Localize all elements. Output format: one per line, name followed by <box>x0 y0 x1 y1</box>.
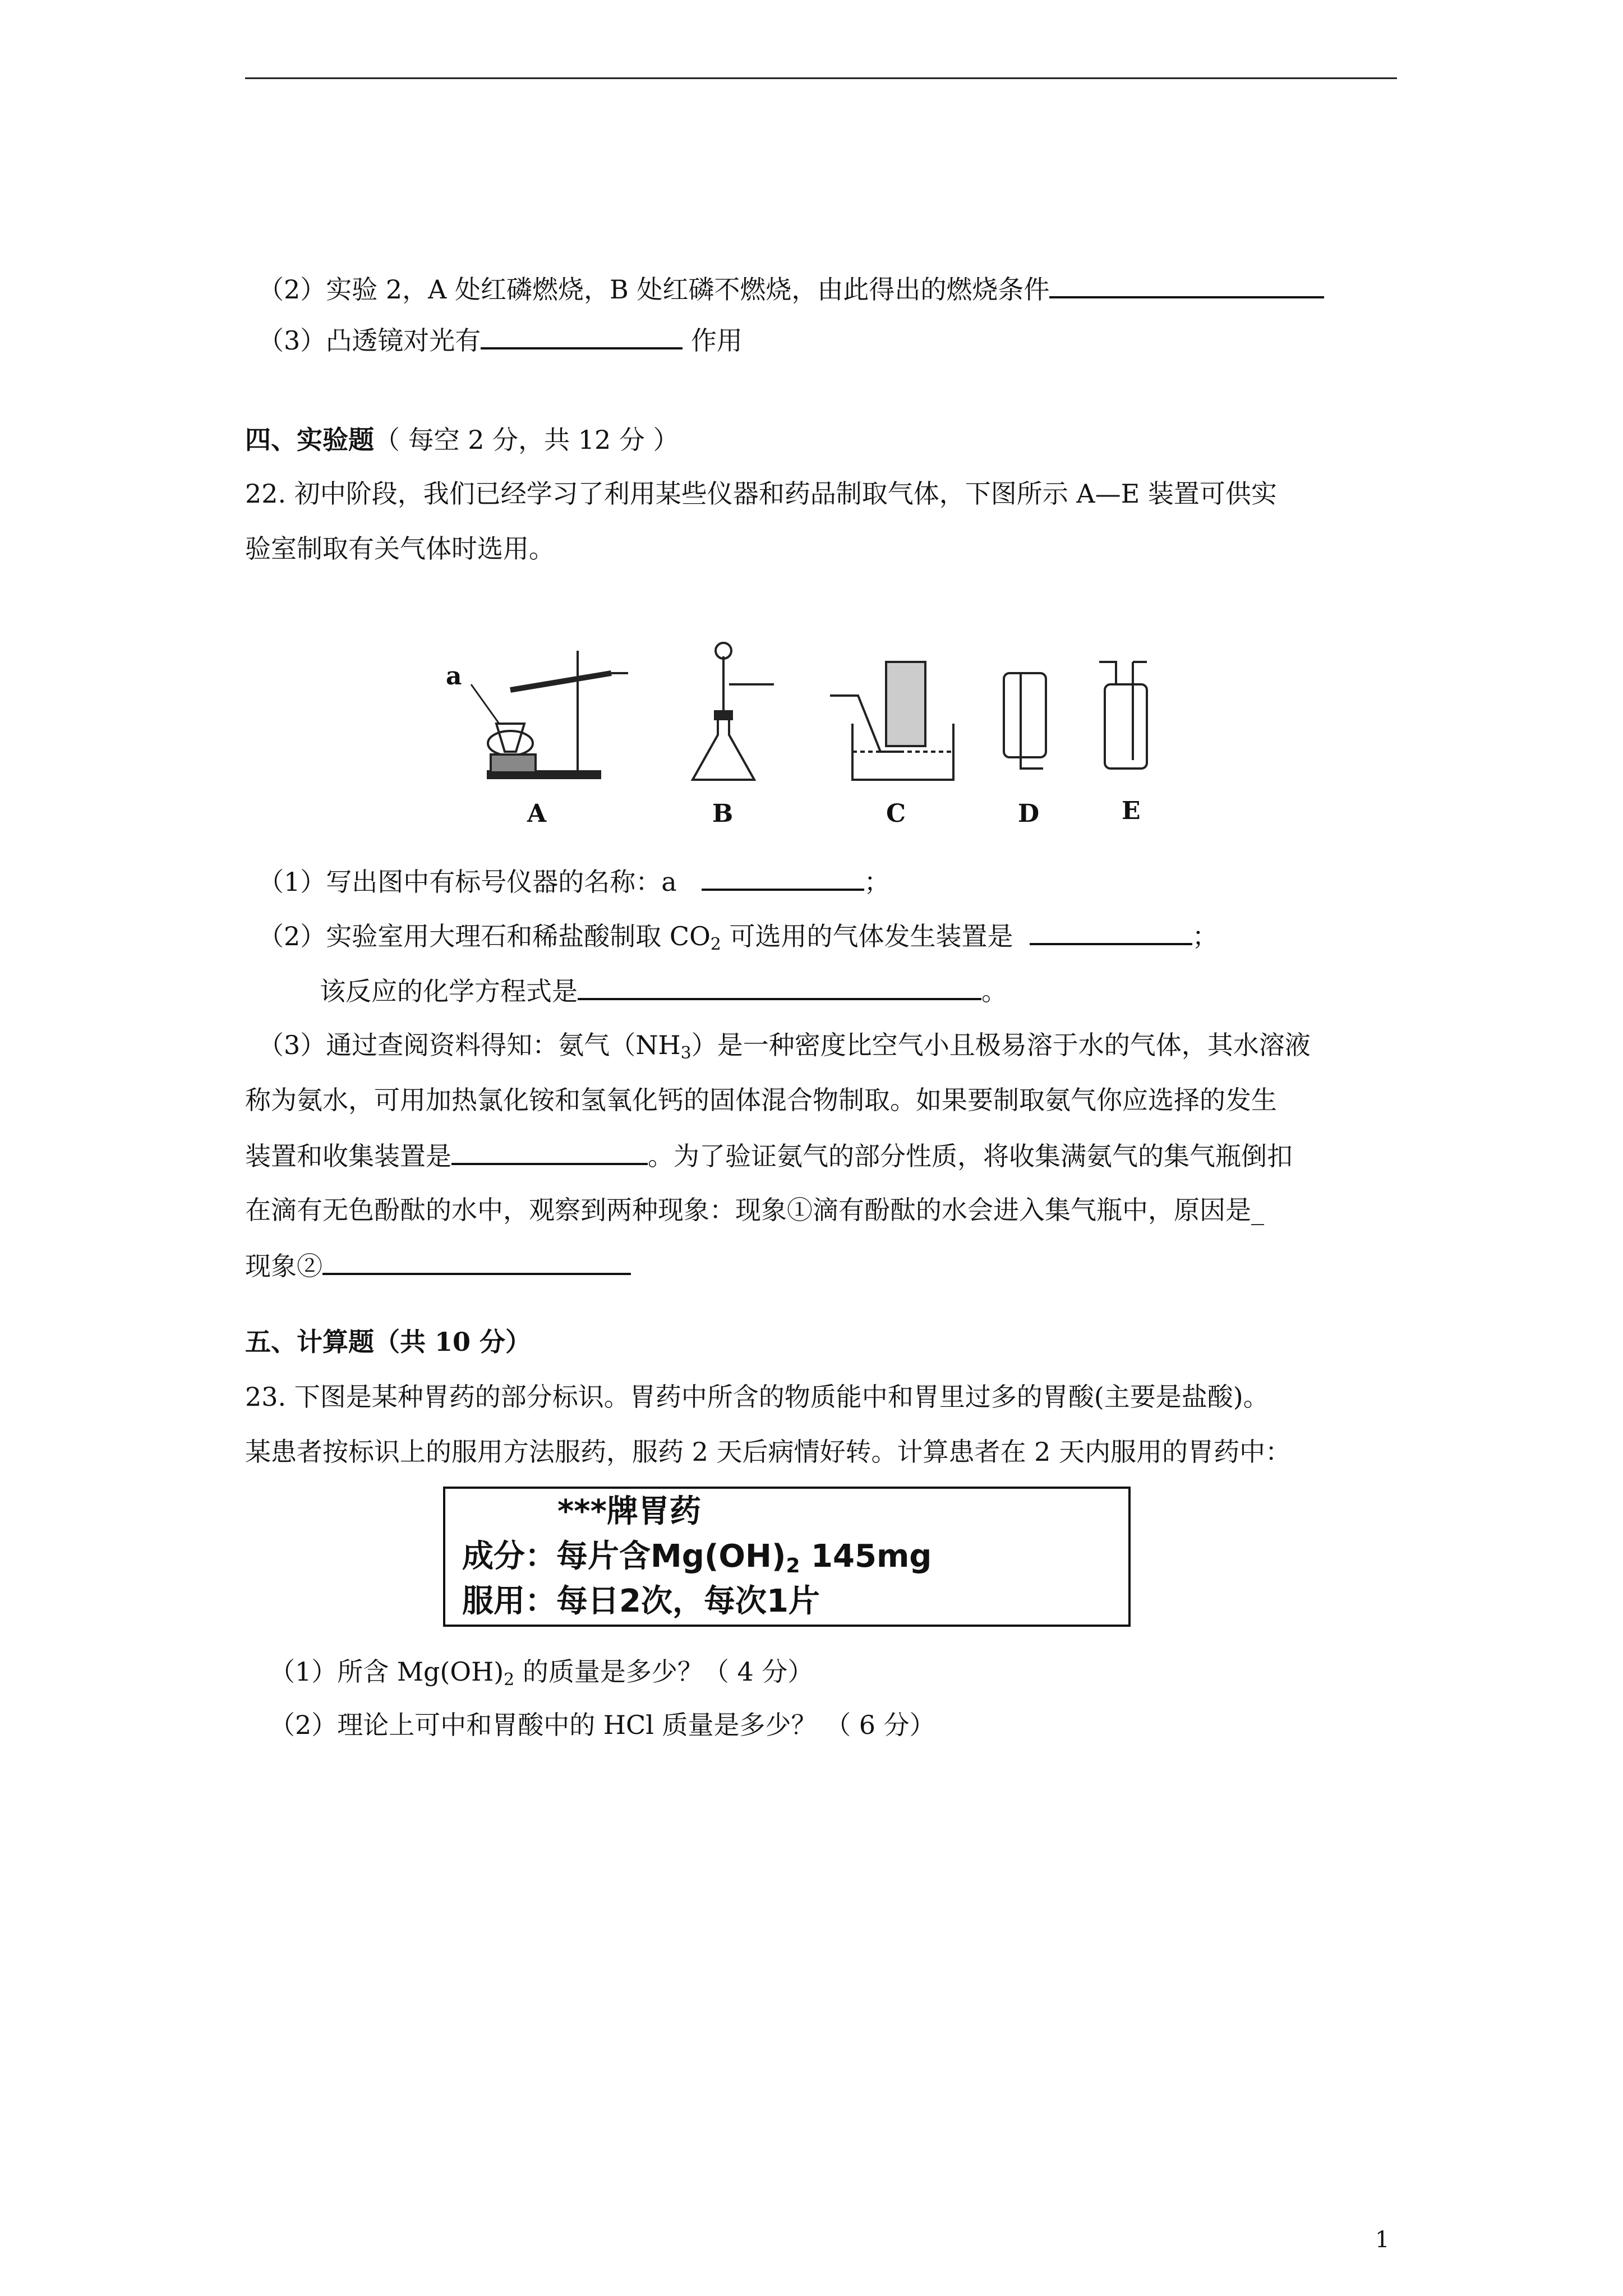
q22-item3-line1 <box>258 1028 1311 1062</box>
q23-item2: （2）理论上可中和胃酸中的 HCl 质量是多少？ （ 6 分） <box>269 1710 935 1740</box>
e-tube-left <box>1099 662 1116 684</box>
medicine-label-title: ***牌胃药 <box>557 1493 701 1530</box>
section-4-title: 四、实验题 <box>245 425 374 455</box>
a-wooden-block <box>491 754 536 772</box>
q22-item3-line5 <box>245 1248 631 1283</box>
a-pointer-line <box>471 684 499 724</box>
nh3-subscript: 3 <box>680 1043 691 1063</box>
q21-item2 <box>258 272 1324 306</box>
answer-blank[interactable] <box>1030 918 1192 945</box>
a-lamp-flame <box>496 724 524 752</box>
q22-item3-line2: 称为氨水，可用加热氯化铵和氢氧化钙的固体混合物制取。如果要制取氨气你应选择的发生 <box>245 1085 1277 1115</box>
q22-intro-line2: 验室制取有关气体时选用。 <box>245 533 555 564</box>
q22-item1-text: （1）写出图中有标号仪器的名称：a <box>258 867 677 897</box>
q21-item2-text: （2）实验 2，A 处红磷燃烧，B 处红磷不燃烧，由此得出的燃烧条件 <box>258 274 1050 305</box>
q22-item3-line3-text: 装置和收集装置是 <box>245 1141 451 1171</box>
q22-item2b-suffix: 。 <box>981 976 1007 1006</box>
q23-item1 <box>269 1655 813 1688</box>
q22-intro-line1: 22. 初中阶段，我们已经学习了利用某些仪器和药品制取气体，下图所示 A—E 装置可供实 <box>245 478 1277 509</box>
figure-label-C: C <box>886 799 906 828</box>
apparatus-figure <box>437 639 1223 830</box>
page-number: 1 <box>1375 2227 1390 2253</box>
mgoh2-subscript: 2 <box>786 1554 800 1577</box>
answer-blank[interactable] <box>451 1138 648 1165</box>
q22-item3-line4: 在滴有无色酚酞的水中，观察到两种现象：现象①滴有酚酞的水会进入集气瓶中，原因是_ <box>245 1195 1264 1225</box>
medicine-label-ingredient <box>462 1537 932 1576</box>
q22-item2b <box>320 973 1007 1008</box>
medicine-label <box>443 1487 1131 1627</box>
q22-item2-suffix: ； <box>1192 921 1218 951</box>
q22-item3-line5-text: 现象② <box>245 1251 322 1281</box>
section-4-heading <box>245 423 679 457</box>
q22-item1-suffix: ； <box>864 867 890 897</box>
q23-item1-text-after: 的质量是多少？（ 4 分） <box>514 1657 814 1687</box>
figure-label-E: E <box>1122 797 1141 825</box>
figure-label-a: a <box>446 662 462 691</box>
ingredient-text: 成分：每片含Mg(OH) <box>462 1538 786 1575</box>
q22-item3-text-after: ）是一种密度比空气小且极易溶于水的气体，其水溶液 <box>691 1030 1311 1060</box>
mgoh2-item-subscript: 2 <box>504 1670 515 1690</box>
q22-item2-text-after: 可选用的气体发生装置是 <box>721 921 1013 951</box>
a-test-tube <box>510 673 611 690</box>
c-gas-jar <box>886 662 925 746</box>
answer-blank[interactable] <box>322 1248 631 1275</box>
q21-item3-suffix: 作用 <box>683 325 743 356</box>
figure-label-A: A <box>527 799 547 828</box>
answer-blank[interactable] <box>702 864 864 891</box>
q21-item3-text: （3）凸透镜对光有 <box>258 325 481 356</box>
section-5-heading: 五、计算题（共 10 分） <box>245 1327 532 1357</box>
q22-item2b-text: 该反应的化学方程式是 <box>320 976 578 1006</box>
answer-blank[interactable] <box>578 973 981 1000</box>
section-4-score-note: （ 每空 2 分，共 12 分 ） <box>374 425 679 455</box>
answer-blank[interactable] <box>1049 272 1324 298</box>
q22-item1 <box>258 864 890 899</box>
b-stopper <box>715 711 732 719</box>
ingredient-dose: 145mg <box>800 1538 932 1575</box>
q23-intro-line1: 23. 下图是某种胃药的部分标识。胃药中所含的物质能中和胃里过多的胃酸(主要是盐酸)。 <box>245 1382 1269 1412</box>
answer-blank[interactable] <box>481 323 683 349</box>
figure-label-D: D <box>1018 799 1040 828</box>
q22-item3-line3 <box>245 1138 1293 1173</box>
header-rule <box>245 77 1397 79</box>
co2-subscript: 2 <box>710 935 721 954</box>
q23-intro-line2: 某患者按标识上的服用方法服药，服药 2 天后病情好转。计算患者在 2 天内服用的胃药中： <box>245 1437 1292 1467</box>
apparatus-drawing <box>437 639 1223 830</box>
e-gas-bottle <box>1105 684 1147 769</box>
q21-item3 <box>258 323 743 357</box>
q22-item3-line3-text-after: 。为了验证氨气的部分性质，将收集满氨气的集气瓶倒扣 <box>648 1141 1293 1171</box>
figure-label-B: B <box>712 799 734 828</box>
b-funnel-top <box>716 643 731 659</box>
medicine-label-usage: 服用：每日2次，每次1片 <box>462 1583 820 1619</box>
q23-item1-text: （1）所含 Mg(OH) <box>269 1657 504 1687</box>
q22-item2 <box>258 918 1218 953</box>
b-conical-flask <box>693 712 754 780</box>
q22-item2-text: （2）实验室用大理石和稀盐酸制取 CO <box>258 921 711 951</box>
d-gas-bottle <box>1004 673 1046 757</box>
q22-item3-text: （3）通过查阅资料得知：氨气（NH <box>258 1030 681 1060</box>
